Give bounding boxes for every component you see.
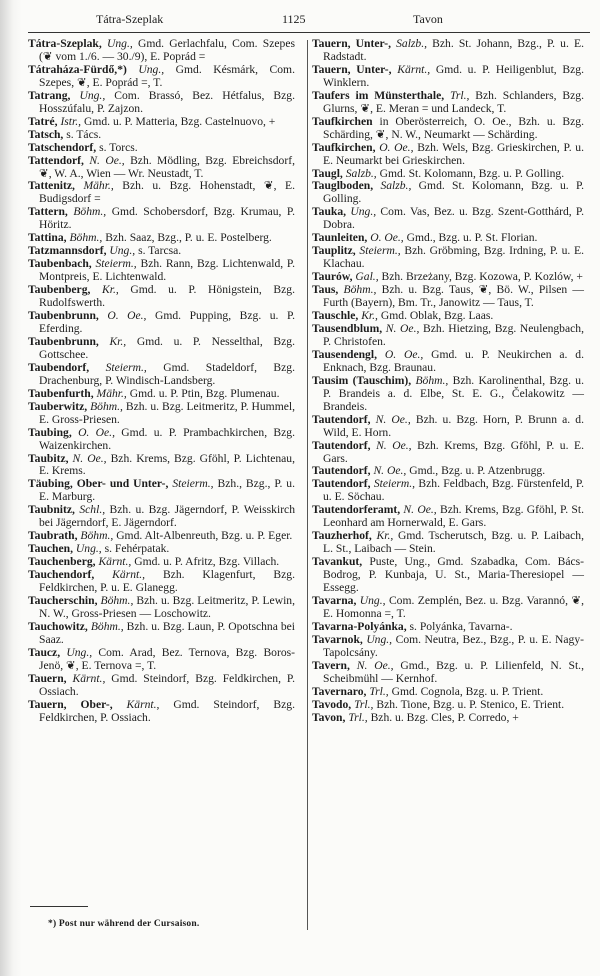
entry-details: Com. Vas, Bez. u. Bzg. Szent-Gotthárd, P. Dobra. [323,205,584,232]
entry-details: Bzh. Schlanders, Bzg. Glurns, ❦, E. Meran = und Landeck, T. [323,88,584,115]
entry-region: N. Oe., [373,464,407,478]
entry-place-name: Taufkirchen, [312,140,376,154]
entry-region: N. Oe., [356,658,394,672]
entry-region: Salzb., [345,166,377,180]
gazetteer-entry [312,595,584,621]
entry-place-name: Tautendorf, [312,412,371,426]
entry-region: Ung., [106,37,133,50]
gazetteer-entry [312,504,584,530]
header-rule [28,32,590,33]
entry-region: Böhm., [73,205,107,219]
gazetteer-entry [28,569,295,595]
entry-place-name: Taubenbrunn, [28,334,99,348]
entry-place-name: Tauern, [28,671,67,685]
entry-details: s. Torcs. [99,140,138,154]
footnote-rule [30,906,88,907]
entry-place-name: Tauern, Unter-, [312,62,392,76]
entry-region: Trl., [450,88,470,102]
entry-region: Kärnt., [98,555,132,569]
entry-region: Trl., [369,684,389,698]
gazetteer-entry [28,673,295,699]
entry-region: Mähr., [83,179,114,193]
entry-details: Com. Neutra, Bez., Bzg., P. u. E. Nagy-Tapolcsány. [323,632,585,659]
entry-place-name: Tausim (Tauschim), [312,373,412,387]
entry-details: Bzh. Saaz, Bzg., P. u. E. Postelberg. [105,231,272,245]
entry-place-name: Täubing, Ober- und Unter-, [28,477,169,491]
gazetteer-entry [28,310,295,336]
entry-details: Gmd., Bzg. u. P. St. Florian. [406,231,538,245]
entry-place-name: Tautendorf, [312,477,371,491]
entry-details: Bzh. Krems, Bzg. Gföhl, P. u. E. Gars. [323,438,584,465]
entry-place-name: Taubenfurth, [28,386,94,400]
entry-region: Ung., [79,88,106,102]
entry-place-name: Tavarna, [312,593,357,607]
entry-details: Gmd. St. Kolomann, Bzg. u. P. Golling. [379,166,565,180]
entry-place-name: Taubenberg, [28,283,91,297]
entry-region: Trl., [348,710,368,724]
entry-details: Bzh. St. Johann, Bzg., P. u. E. Radstadt. [323,37,584,63]
entry-region: Böhm., [100,593,134,607]
entry-place-name: Taunleiten, [312,231,368,245]
right-column [312,38,584,725]
entry-region: Steierm., [359,244,401,258]
entry-details: Gmd., Bzg. u. P. Lilienfeld, N. St., Scheibmühl — Kernhof. [323,658,584,685]
entry-place-name: Taubitz, [28,451,69,465]
entry-details: s. Fehérpatak. [104,542,170,556]
entry-place-name: Tattendorf, [28,153,84,167]
entry-region: O. Oe., [384,347,424,361]
gazetteer-entry [28,699,295,725]
entry-details: Gmd. u. P. Nesselthal, Bzg. Gottschee. [39,334,295,361]
gazetteer-entry [28,64,295,90]
left-column [28,38,295,725]
entry-details: Gmd. St. Kolomann, Bzg. u. P. Golling. [323,179,584,206]
entry-region: Steierm., [373,477,416,491]
header-last-entry: Tavon [413,12,443,26]
entry-details: Bzh. Karolinenthal, Bzg. u. P. Brandeis a. d. Elbe, St. E. G., Čelakowitz — Brandeis. [323,373,584,413]
entry-region: Salzb., [396,37,428,50]
entry-details: Gmd. Steindorf, Bzg. Feldkirchen, P. Ossiach. [39,697,295,724]
entry-place-name: Tauchenberg, [28,555,96,569]
entry-region: Kärnt., [112,568,146,582]
entry-region: Kr., [376,529,394,543]
entry-region: Böhm., [90,399,123,413]
entry-details: Gmd. Oblak, Bzg. Laas. [380,309,494,323]
entry-place-name: Tausendengl, [312,347,377,361]
entry-details: Bzh. u. Bzg. Cles, P. Corredo, + [370,710,519,724]
entry-region: Trl., [354,697,374,711]
entry-details: s. Tarcsa. [138,244,182,258]
entry-region: Mähr., [96,386,127,400]
entry-details: Gmd. Stadeldorf, Bzg. Drachenburg, P. Windisch-Landsberg. [39,360,295,387]
entry-place-name: Tatré, [28,114,58,128]
entry-region: N. Oe., [375,412,411,426]
gazetteer-entry [312,90,584,116]
entry-place-name: Taubendorf, [28,360,90,374]
entry-region: Ung., [350,205,377,219]
gazetteer-entry [312,206,584,232]
entry-place-name: Tauzherhof, [312,529,372,543]
entry-details: Gmd. u. P. Ptin, Bzg. Plumenau. [129,386,280,400]
footnote: *) Post nur während der Cursaison. [48,919,200,929]
entry-region: N. Oe., [403,503,437,517]
entry-region: Schl., [79,503,106,517]
entry-place-name: Tavon, [312,710,346,724]
entry-region: Steierm., [105,360,147,374]
gazetteer-entry [312,142,584,168]
entry-details: Gmd. Schobersdorf, Bzg. Krumau, P. Höritz. [39,205,295,232]
entry-region: Böhm., [80,529,114,543]
entry-place-name: Tatschendorf, [28,140,97,154]
entry-place-name: Tattern, [28,205,68,219]
entry-region: Ung., [66,645,93,659]
entry-place-name: Taufers im Münsterthale, [312,88,445,102]
entry-region: Ung., [109,244,136,258]
entry-region: Steierm., [95,257,137,271]
entry-details: Gmd. u. P. Hönigstein, Bzg. Rudolfswerth. [39,283,295,310]
entry-place-name: Tatrang, [28,88,71,102]
entry-details: Bzh. Rann, Bzg. Lichtenwald, P. Montpreis, E. Lichtenwald. [39,257,295,284]
entry-place-name: Tavern, [312,658,350,672]
gazetteer-entry [312,634,584,660]
entry-place-name: Tausendblum, [312,321,383,335]
gazetteer-entry [312,556,584,595]
entry-place-name: Tattina, [28,231,67,245]
gazetteer-entry [28,90,295,116]
gazetteer-entry [28,401,295,427]
gazetteer-entry [312,440,584,466]
entry-details: Gmd. Pupping, Bzg. u. P. Eferding. [39,309,296,335]
entry-region: Ung., [138,62,165,76]
gazetteer-entry [28,38,295,64]
gazetteer-entry [312,530,584,556]
gazetteer-entry [28,478,295,504]
running-header [28,12,590,26]
entry-region: O. Oe., [107,309,147,323]
entry-place-name: Tautendorferamt, [312,503,401,517]
entry-details: Com. Arad, Bez. Ternova, Bzg. Boros-Jenö, ❦, E. Ternova =, T. [39,645,296,672]
entry-place-name: Taubnitz, [28,503,75,517]
entry-region: O. Oe., [370,231,404,245]
gazetteer-entry [312,414,584,440]
gazetteer-entry [28,180,295,206]
column-divider [307,40,308,930]
entry-details: Gmd. u. P. Matteria, Bzg. Castelnuovo, + [83,114,276,128]
entry-place-name: Tavarnok, [312,632,363,646]
gazetteer-entry [312,64,584,90]
entry-place-name: Tautendorf, [312,438,371,452]
entry-details: Gmd. u. P. Heiligenblut, Bzg. Winklern. [323,62,584,89]
gazetteer-entry [312,375,584,414]
entry-region: Ung., [359,593,386,607]
entry-place-name: Taubenbrunn, [28,309,99,323]
gazetteer-entry [28,155,295,181]
entry-place-name: Tátra-Szeplak, [28,37,102,50]
entry-details: Gmd. u. P. Afritz, Bzg. Villach. [134,555,280,569]
gazetteer-entry [312,284,584,310]
entry-details: Gmd. Gerlachfalu, Com. Szepes (❦ vom 1./6. — 30./9), E. Poprád = [39,37,295,63]
entry-details: Bzh. u. Bzg. Jägerndorf, P. Weisskirch bei Jägerndorf, E. Jägerndorf. [39,503,295,530]
entry-region: Böhm., [69,231,103,245]
entry-place-name: Taucz, [28,645,61,659]
entry-details: Gmd. u. P. Prambachkirchen, Bzg. Waizenkirchen. [39,425,295,452]
entry-region: Ung., [75,542,102,556]
entry-details: Bzh. Mödling, Bzg. Ebreichsdorf, ❦, W. A., Wien — Wr. Neustadt, T. [39,153,295,180]
entry-region: Kärnt., [126,697,160,711]
entry-region: Steierm., [172,477,214,491]
entry-details: Gmd. Tscherutsch, Bzg. u. P. Laibach, L. St., Laibach — Stein. [323,529,584,556]
entry-details: Gmd. Alt-Albenreuth, Bzg. u. P. Eger. [116,529,293,543]
entry-region: O. Oe., [78,425,115,439]
entry-details: s. Tács. [66,127,102,141]
gazetteer-entry [312,660,584,686]
gazetteer-entry [28,595,295,621]
gazetteer-entry [28,362,295,388]
entry-region: Salzb., [380,179,412,193]
gazetteer-entry [28,453,295,479]
entry-place-name: Tauglboden, [312,179,374,193]
entry-place-name: Tautendorf, [312,464,371,478]
entry-region: Kr., [361,309,378,323]
entry-details: Bzh. Brzeżany, Bzg. Kozowa, P. Kozlów, + [381,270,583,284]
entry-details: Gmd., Bzg. u. P. Atzenbrugg. [409,464,546,478]
entry-details: Bzh. u. Bzg. Horn, P. Brunn a. d. Wild, E. Horn. [323,412,584,439]
entry-place-name: Taufkirchen [312,114,373,128]
gazetteer-entry [28,258,295,284]
entry-place-name: Tauern, Unter-, [312,37,391,50]
entry-place-name: Tavankut, [312,555,363,569]
entry-details: Puste, Ung., Gmd. Szabadka, Com. Bács-Bodrog, P. Kunbaja, U. St., Maria-Theresiopel — Essegg. [323,555,584,595]
entry-place-name: Tauchendorf, [28,568,95,582]
entry-details: Bzh. Krems, Bzg. Gföhl, P. Lichtenau, E. Krems. [39,451,295,478]
entry-details: in Oberösterreich, O. Oe., Bzh. u. Bzg. Schärding, ❦, N. W., Neumarkt — Schärding. [323,114,584,141]
entry-place-name: Tauschle, [312,309,359,323]
entry-place-name: Tavarna-Polyánka, [312,619,407,633]
entry-details: Bzh. u. Bzg. Hohenstadt, ❦, E. Budigsdorf = [39,179,296,206]
entry-place-name: Taurów, [312,270,353,284]
entry-place-name: Tavernaro, [312,684,367,698]
entry-place-name: Tauchen, [28,542,73,556]
entry-details: Gmd. Steindorf, Bzg. Feldkirchen, P. Ossiach. [39,671,295,698]
gazetteer-entry [312,180,584,206]
entry-region: Böhm., [90,619,124,633]
entry-details: Bzh. u. Bzg. Laun, P. Opotschna bei Saaz. [39,619,295,646]
gazetteer-entry [28,504,295,530]
entry-details: Bzh. Krems, Bzg. Gföhl, P. St. Leonhard am Hornerwald, E. Gars. [323,503,584,530]
entry-region: Böhm., [415,373,449,387]
entry-place-name: Tauern, Ober-, [28,697,113,711]
entry-details: Bzh., Bzg., P. u. E. Marburg. [39,477,295,504]
entry-place-name: Taubrath, [28,529,78,543]
entry-details: Bzh. Gröbming, Bzg. Irdning, P. u. E. Klachau. [323,244,584,271]
entry-place-name: Tattenitz, [28,179,75,193]
gazetteer-entry [28,206,295,232]
entry-place-name: Tauka, [312,205,347,219]
entry-details: Bzh. Tione, Bzg. u. P. Stenico, E. Trient. [376,697,565,711]
entry-place-name: Tatzmannsdorf, [28,244,107,258]
entry-details: Gmd. u. P. Neukirchen a. d. Enknach, Bzg. Braunau. [323,347,584,374]
entry-place-name: Tavodo, [312,697,352,711]
entry-place-name: Tauchowitz, [28,619,88,633]
gazetteer-entry [312,323,584,349]
entry-region: N. Oe., [89,153,125,167]
gazetteer-entry [28,621,295,647]
entry-details: Bzh. Klagenfurt, Bzg. Feldkirchen, P. u. E. Glanegg. [39,568,295,595]
entry-region: N. Oe., [385,321,420,335]
entry-region: Kr., [109,334,127,348]
entry-details: Bzh. u. Bzg. Taus, ❦, Bö. W., Pilsen — Furth (Bayern), Bm. Tr., Janowitz — Taus, T. [323,283,584,310]
entry-place-name: Taubenbach, [28,257,92,271]
page-scan-shadow [0,0,22,976]
gazetteer-entry [312,38,584,64]
entry-place-name: Taus, [312,283,339,297]
entry-details: Bzh. Wels, Bzg. Grieskirchen, P. u. E. Neumarkt bei Grieskirchen. [323,140,584,167]
gazetteer-entry [312,478,584,504]
entry-details: Com. Zemplén, Bez. u. Bzg. Varannó, ❦, E. Homonna =, T. [323,593,584,620]
entry-region: Kärnt., [397,62,431,76]
entry-details: s. Polyánka, Tavarna-. [409,619,513,633]
entry-region: Gal., [355,270,379,284]
entry-place-name: Tatsch, [28,127,64,141]
gazetteer-entry [28,336,295,362]
gazetteer-entry [312,349,584,375]
gazetteer-entry [312,245,584,271]
entry-region: N. Oe., [376,438,412,452]
entry-details: Bzh. u. Bzg. Leitmeritz, P. Lewin, N. W., Gross-Priesen — Loschowitz. [39,593,295,620]
entry-place-name: Tátraháza-Fürdő,*) [28,62,127,76]
entry-details: Gmd. Cognola, Bzg. u. P. Trient. [391,684,544,698]
entry-details: Gmd. Késmárk, Com. Szepes, ❦, E. Poprád =, T. [39,62,295,89]
page-number: 1125 [282,12,306,26]
entry-region: Kr., [102,283,119,297]
gazetteer-entry [28,427,295,453]
entry-region: N. Oe., [72,451,107,465]
entry-region: Böhm., [343,283,377,297]
gazetteer-entry [312,712,584,725]
entry-region: Kärnt., [72,671,106,685]
entry-place-name: Taubing, [28,425,72,439]
gazetteer-entry [28,284,295,310]
entry-details: Com. Brassó, Bez. Hétfalus, Bzg. Hosszúfalu, P. Zajzon. [39,88,296,115]
entry-region: Ung., [366,632,393,646]
entry-region: Istr., [60,114,82,128]
gazetteer-entry [312,116,584,142]
entry-details: Bzh. u. Bzg. Leitmeritz, P. Hummel, E. Gross-Priesen. [39,399,295,426]
entry-region: O. Oe., [379,140,414,154]
entry-details: Bzh. Hietzing, Bzg. Neulengbach, P. Christofen. [323,321,584,348]
gazetteer-entry [28,647,295,673]
entry-place-name: Tauplitz, [312,244,356,258]
entry-details: Bzh. Feldbach, Bzg. Fürstenfeld, P. u. E. Söchau. [323,477,584,504]
entry-place-name: Tauberwitz, [28,399,88,413]
header-first-entry: Tátra-Szeplak [96,12,164,26]
entry-place-name: Taugl, [312,166,343,180]
entry-place-name: Taucherschin, [28,593,98,607]
